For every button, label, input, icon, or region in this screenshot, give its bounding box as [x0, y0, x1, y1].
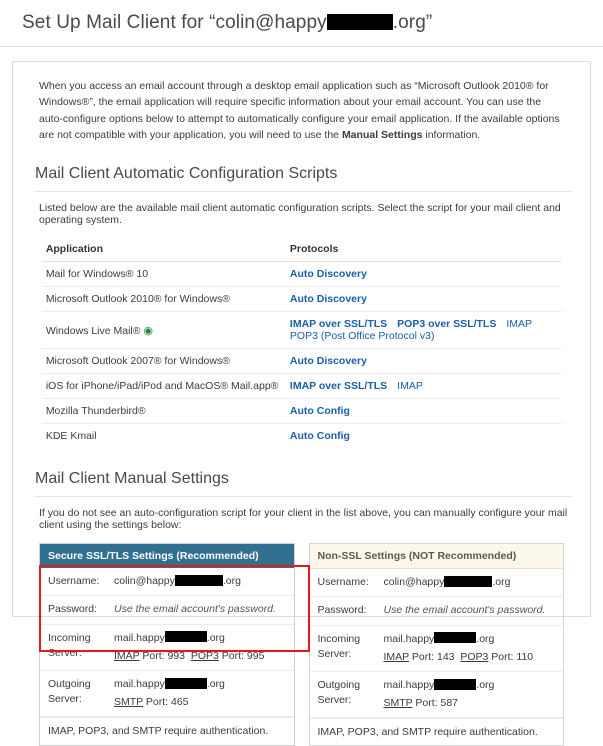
pop3-link[interactable]: POP3 (Post Office Protocol v3) — [289, 330, 435, 343]
secure-outgoing-suffix: .org — [206, 677, 225, 690]
imap-ssl-link[interactable]: IMAP over SSL/TLS — [289, 318, 388, 331]
app-name: Microsoft Outlook 2010® for Windows® — [42, 287, 286, 312]
table-row — [42, 399, 561, 424]
secure-incoming-ports — [114, 649, 286, 664]
secure-smtp-port: Port: 465 — [142, 696, 189, 709]
manual-settings-note: If you do not see an auto-configuration script for your client in the list above, you can manually configure your mail client using the settings below: — [39, 507, 568, 532]
column-header-application: Application — [42, 238, 286, 262]
auto-discovery-link[interactable]: Auto Discovery — [289, 293, 367, 306]
nonssl-username-value — [384, 575, 556, 590]
nonssl-outgoing-prefix: mail.happy — [383, 678, 435, 691]
secure-settings-card — [39, 543, 295, 746]
secure-incoming-row — [40, 625, 294, 671]
secure-outgoing-value — [114, 677, 286, 710]
nonssl-settings-card — [309, 543, 565, 746]
secure-footer-note: IMAP, POP3, and SMTP require authentication. — [40, 717, 294, 744]
secure-username-prefix: colin@happy — [114, 575, 175, 588]
nonssl-incoming-row — [310, 626, 564, 672]
nonssl-outgoing-ports — [384, 696, 556, 711]
nonssl-incoming-suffix: .org — [476, 632, 495, 645]
redacted-domain — [434, 679, 476, 690]
intro-text-2: information. — [422, 128, 481, 141]
pop3-ssl-link[interactable]: POP3 over SSL/TLS — [397, 318, 497, 331]
nonssl-outgoing-suffix: .org — [476, 678, 495, 691]
auto-config-link[interactable]: Auto Config — [289, 405, 350, 418]
nonssl-incoming-prefix: mail.happy — [383, 632, 435, 645]
table-row — [42, 262, 561, 287]
page-title — [0, 0, 603, 47]
app-name: iOS for iPhone/iPad/iPod and MacOS® Mail.app® — [42, 374, 286, 399]
secure-username-label: Username: — [48, 575, 100, 588]
nonssl-smtp-label: SMTP — [383, 697, 413, 710]
secure-smtp-label: SMTP — [114, 696, 143, 709]
auto-config-table — [42, 238, 561, 448]
redacted-domain — [175, 575, 223, 586]
nonssl-incoming-ports — [384, 650, 556, 665]
nonssl-imap-label: IMAP — [383, 650, 409, 663]
app-name-label: Windows Live Mail® — [45, 324, 141, 337]
secure-pop3-label: POP3 — [190, 649, 219, 662]
secure-incoming-suffix: .org — [206, 631, 225, 644]
nonssl-username-prefix: colin@happy — [383, 576, 445, 589]
auto-discovery-link[interactable]: Auto Discovery — [289, 268, 367, 281]
protocol-cell — [286, 349, 561, 374]
nonssl-outgoing-label: Outgoing Server: — [317, 678, 361, 707]
app-name: Mozilla Thunderbird® — [42, 399, 286, 424]
imap-link[interactable]: IMAP — [506, 318, 533, 331]
nonssl-pop3-label: POP3 — [460, 650, 489, 663]
secure-password-label: Password: — [48, 603, 98, 616]
imap-ssl-link[interactable]: IMAP over SSL/TLS — [289, 380, 388, 393]
secure-incoming-label: Incoming Server: — [48, 631, 91, 659]
auto-config-heading: Mail Client Automatic Configuration Scripts — [35, 165, 572, 192]
nonssl-incoming-label: Incoming Server: — [317, 632, 361, 660]
redacted-domain — [327, 14, 393, 30]
protocol-cell — [286, 424, 561, 449]
nonssl-username-row — [310, 569, 564, 597]
protocol-cell — [286, 287, 561, 312]
secure-outgoing-prefix: mail.happy — [114, 677, 165, 690]
intro-paragraph — [39, 78, 564, 143]
table-row — [42, 349, 561, 374]
nonssl-incoming-value — [384, 632, 556, 665]
secure-imap-port: Port: 993 — [139, 649, 186, 662]
secure-username-row — [40, 568, 294, 596]
redacted-domain — [165, 678, 207, 689]
nonssl-smtp-port: Port: 587 — [412, 697, 459, 710]
app-name — [42, 312, 286, 349]
nonssl-password-row — [310, 597, 564, 625]
nonssl-outgoing-row — [310, 672, 564, 718]
page-title-prefix: Set Up Mail Client for “colin@happy — [22, 12, 327, 33]
app-name: KDE Kmail — [45, 430, 97, 443]
nonssl-imap-port: Port: 143 — [408, 650, 455, 663]
manual-settings-link[interactable]: Manual Settings — [341, 128, 423, 141]
nonssl-password-text: Use the email account's password. — [383, 604, 546, 617]
nonssl-footer-note: IMAP, POP3, and SMTP require authentication. — [310, 718, 564, 745]
nonssl-password-value — [384, 603, 556, 618]
secure-username-value — [114, 574, 286, 589]
table-row — [42, 287, 561, 312]
nonssl-username-suffix: .org — [492, 576, 511, 589]
manual-settings-heading: Mail Client Manual Settings — [35, 470, 572, 497]
protocol-cell — [286, 262, 561, 287]
nonssl-pop3-port: Port: 110 — [488, 650, 534, 663]
auto-discovery-link[interactable]: Auto Discovery — [289, 355, 367, 368]
app-name: Microsoft Outlook 2007® for Windows® — [42, 349, 286, 374]
nonssl-settings-title: Non-SSL Settings (NOT Recommended) — [310, 544, 564, 569]
secure-password-row — [40, 596, 294, 624]
auto-config-note: Listed below are the available mail client automatic configuration scripts. Select the script for your mail client and operating system. — [39, 202, 561, 227]
secure-outgoing-row — [40, 671, 294, 717]
secure-password-value — [114, 602, 286, 617]
secure-outgoing-label: Outgoing Server: — [48, 677, 91, 706]
mail-client-panel — [12, 61, 591, 739]
table-row — [42, 424, 561, 449]
secure-incoming-value — [114, 631, 286, 664]
settings-columns — [39, 543, 564, 746]
redacted-domain — [165, 631, 207, 642]
table-row — [42, 374, 561, 399]
redacted-domain — [434, 632, 476, 643]
nonssl-password-label: Password: — [317, 604, 367, 617]
secure-incoming-prefix: mail.happy — [114, 631, 165, 644]
nonssl-username-label: Username: — [317, 576, 369, 589]
page-title-suffix: .org” — [392, 12, 433, 33]
protocol-cell — [286, 374, 561, 399]
protocol-cell — [286, 399, 561, 424]
table-header-row — [42, 238, 561, 262]
secure-pop3-port: Port: 995 — [218, 649, 265, 662]
auto-config-link[interactable]: Auto Config — [289, 430, 350, 443]
secure-settings-title: Secure SSL/TLS Settings (Recommended) — [40, 544, 294, 568]
secure-imap-label: IMAP — [114, 649, 140, 662]
imap-link[interactable]: IMAP — [397, 380, 423, 393]
protocol-cell — [286, 312, 561, 349]
secure-password-text: Use the email account's password. — [114, 603, 276, 616]
intro-text-1: When you access an email account through a desktop email application such as “Microsoft Outlook 2010® for Windows®”, the email application will require specific information about your email account. You can use the auto-configure options below to attempt to automatically configure your email application. If the available options are not compatible with your application, you will need to use the — [39, 80, 560, 141]
secure-outgoing-ports — [114, 695, 286, 710]
windows-live-mail-icon: ◉ — [143, 324, 154, 337]
nonssl-outgoing-value — [384, 678, 556, 711]
table-row — [42, 312, 561, 349]
column-header-protocols: Protocols — [286, 238, 561, 262]
redacted-domain — [444, 576, 492, 587]
secure-username-suffix: .org — [222, 575, 241, 588]
app-name: Mail for Windows® 10 — [42, 262, 286, 287]
